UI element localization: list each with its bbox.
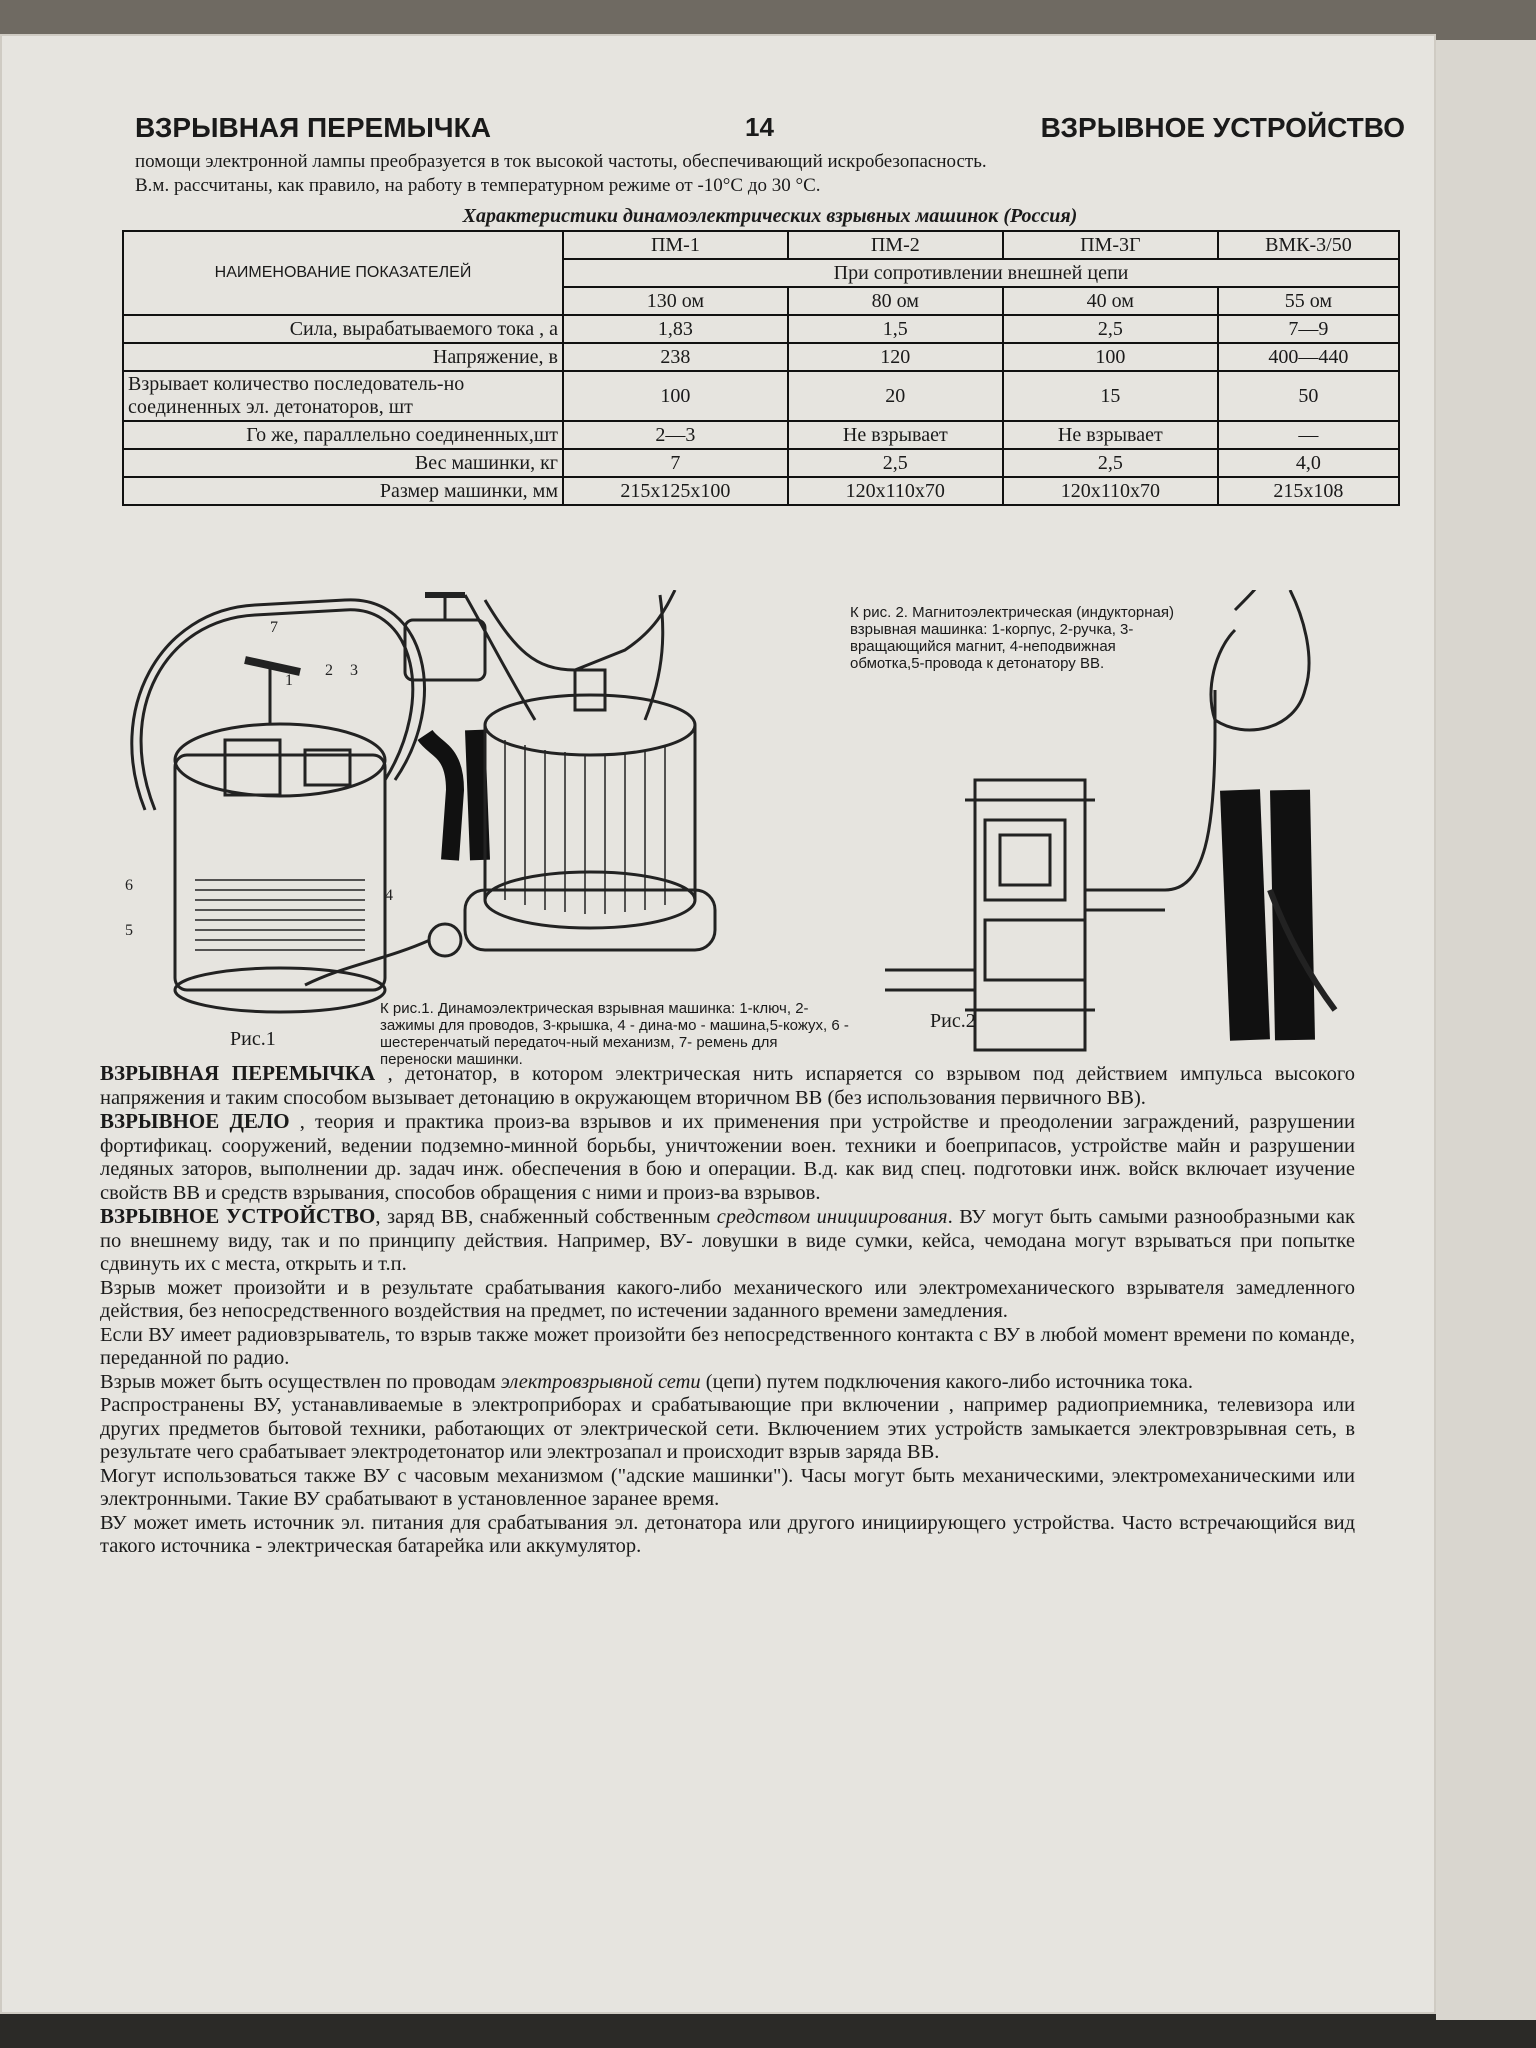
table-cell: 2,5 (1003, 315, 1218, 343)
table-cell: 2—3 (563, 421, 788, 449)
page-number: 14 (745, 112, 774, 142)
next-page-edge (1436, 40, 1536, 2020)
paragraph: Распространены ВУ, устанавливаемые в электроприборах и срабатывающие при включении , например радиоприемника, телевизора или других предметов бытовой техники, работающих от электрической сети. Включением этих устройств замыкается электровзрывная сеть, в результате чего срабатывает электродетонатор или электрозапал и происходит взрыв заряда ВВ. (100, 1394, 1355, 1463)
table-cell: 2,5 (1003, 449, 1218, 477)
table-cell: 215x108 (1218, 477, 1399, 505)
table-row (123, 343, 1399, 371)
table-cell: — (1218, 421, 1399, 449)
fig2-caption: К рис. 2. Магнитоэлектрическая (индукторная) взрывная машинка: 1-корпус, 2-ручка, 3-вращающийся магнит, 4-неподвижная обмотка,5-провода к детонатору ВВ. (850, 604, 1175, 672)
entry-text: . ВУ могут быть самыми разнообразными как по внешнему виду, так и по принципу действия. Например, ВУ- ловушки в виде сумки, кейса, чемодана могут взрываться при попытке сдвинуть их с места, открыть и т.п. (100, 1206, 1355, 1275)
entry-text: , детонатор, в котором электрическая нить испаряется со взрывом под действием импульса высокого напряжения и таким способом вызывает детонацию в окружающем вторичном ВВ (без использования первичного ВВ). (100, 1063, 1355, 1109)
entry-term: ВЗРЫВНОЕ УСТРОЙСТВО (100, 1204, 376, 1228)
table-cell: 15 (1003, 371, 1218, 421)
table-cell: 100 (563, 371, 788, 421)
paragraph: ВУ может иметь источник эл. питания для срабатывания эл. детонатора или другого инициирующего устройства. Часто встречающийся вид такого источника - электрическая батарейка или аккумулятор. (100, 1511, 1355, 1557)
entry-vzryvnaya-peremychka (100, 1062, 1355, 1110)
row-label: Размер машинки, мм (123, 477, 563, 505)
intro-line: В.м. рассчитаны, как правило, на работу в температурном режиме от -10°С до 30 °С. (135, 175, 821, 196)
table-row (123, 449, 1399, 477)
fig-label-5: 5 (125, 922, 133, 939)
table-cell: 1,5 (788, 315, 1003, 343)
table-cell: 120 (788, 343, 1003, 371)
table-cell: 1,83 (563, 315, 788, 343)
entry-vzryvnoe-delo (100, 1110, 1355, 1205)
table-cell: 7 (563, 449, 788, 477)
table-cell: 7—9 (1218, 315, 1399, 343)
model-header: ПМ-2 (788, 231, 1003, 259)
fig-label-3: 3 (350, 662, 358, 679)
row-label: Взрывает количество последователь-но соединенных эл. детонаторов, шт (123, 371, 563, 421)
table-row (123, 477, 1399, 505)
fig-label-2: 2 (325, 662, 333, 679)
table-row (123, 315, 1399, 343)
header-right-term: ВЗРЫВНОЕ УСТРОЙСТВО (1040, 112, 1405, 143)
table-cell: 120x110x70 (788, 477, 1003, 505)
table-row (123, 421, 1399, 449)
table-cell: 20 (788, 371, 1003, 421)
fig-label-7: 7 (270, 619, 278, 636)
resistance-cell: 130 ом (563, 287, 788, 315)
entry-text: , теория и практика произ-ва взрывов и их применения при устройстве и преодолении заграждений, разрушении фортификац. сооружений, ведении подземно-минной борьбы, уничтожении воен. техники и боеприпасов, устройстве майн и разрушении ледяных заторов, выполнении др. задач инж. обеспечения в бою и операции. В.д. как вид спец. подготовки инж. войск включает изучение свойств ВВ и средств взрывания, способов обращения с ними и произ-ва взрывов. (100, 1111, 1355, 1204)
entry-term: ВЗРЫВНАЯ ПЕРЕМЫЧКА (100, 1061, 376, 1085)
paragraph-text: (цепи) путем подключения какого-либо источника тока. (700, 1370, 1193, 1393)
running-header (135, 112, 1405, 152)
paragraph: Могут использоваться также ВУ с часовым механизмом ("адские машинки"). Часы могут быть механическими, электромеханическими или электронными. Такие ВУ срабатывают в установленное заранее время. (100, 1464, 1355, 1510)
entry-vzryvnoe-ustroistvo (100, 1205, 1355, 1277)
table-cell: 120x110x70 (1003, 477, 1218, 505)
table-cell: 238 (563, 343, 788, 371)
row-label: Вес машинки, кг (123, 449, 563, 477)
paragraph: Если ВУ имеет радиовзрыватель, то взрыв также может произойти без непосредственного контакта с ВУ в любой момент времени по команде, переданной по радио. (100, 1323, 1355, 1369)
table-row (123, 371, 1399, 421)
table-cell: 215x125x100 (563, 477, 788, 505)
fig2-label: Рис.2 (930, 1010, 976, 1032)
table-caption: Характеристики динамоэлектрических взрывных машинок (Россия) (462, 205, 1078, 227)
entry-term: ВЗРЫВНОЕ ДЕЛО (100, 1109, 290, 1133)
table-cell: Не взрывает (1003, 421, 1218, 449)
intro-text (135, 150, 1405, 198)
specs-table (122, 230, 1400, 506)
small-machine-drawing (405, 595, 485, 860)
paragraph: Взрыв может произойти и в результате срабатывания какого-либо механического или электромеханического взрывателя замедленного действия, без непосредственного воздействия на предмет, по истечении заданного времени замедления. (100, 1276, 1355, 1322)
model-header: ПМ-1 (563, 231, 788, 259)
fig1-dynamo-machine-drawing (132, 600, 425, 1012)
resistance-header: При сопротивлении внешней цепи (563, 259, 1399, 287)
article-body (100, 1062, 1355, 1559)
row-label: Го же, параллельно соединенных,шт (123, 421, 563, 449)
row-label: Напряжение, в (123, 343, 563, 371)
table-cell: 50 (1218, 371, 1399, 421)
fig-label-1: 1 (285, 672, 293, 689)
table-cell: 400—440 (1218, 343, 1399, 371)
resistance-cell: 55 ом (1218, 287, 1399, 315)
paragraph-italic: электровзрывной сети (500, 1370, 701, 1393)
paragraph-text: Взрыв может быть осуществлен по проводам (100, 1370, 501, 1393)
table-header-row (123, 231, 1399, 259)
model-header: ПМ-3Г (1003, 231, 1218, 259)
cylinder-machine-drawing (305, 590, 715, 985)
table-cell: Не взрывает (788, 421, 1003, 449)
fig-label-6: 6 (125, 877, 133, 894)
model-header: ВМК-3/50 (1218, 231, 1399, 259)
intro-line: помощи электронной лампы преобразуется в ток высокой частоты, обеспечивающий искробезопасность. (135, 151, 987, 172)
resistance-cell: 40 ом (1003, 287, 1218, 315)
fig1-label: Рис.1 (230, 1028, 276, 1050)
operator-figure-drawing (1211, 590, 1335, 1040)
fig1-caption: К рис.1. Динамоэлектрическая взрывная машинка: 1-ключ, 2-зажимы для проводов, 3-крышка, 4 - дина-мо - машина,5-кожух, 6 - шестеренчатый передаточ-ный механизм, 7- ремень для переноски машинки. (380, 1000, 849, 1068)
row-label: Сила, вырабатываемого тока , а (123, 315, 563, 343)
fig-label-4: 4 (385, 887, 393, 904)
entry-text: , заряд ВВ, снабженный собственным (375, 1206, 717, 1228)
table-cell: 100 (1003, 343, 1218, 371)
name-column-header: НАИМЕНОВАНИЕ ПОКАЗАТЕЛЕЙ (123, 231, 563, 315)
paragraph (100, 1371, 1355, 1395)
table-cell: 4,0 (1218, 449, 1399, 477)
table-cell: 2,5 (788, 449, 1003, 477)
resistance-cell: 80 ом (788, 287, 1003, 315)
header-left-term: ВЗРЫВНАЯ ПЕРЕМЫЧКА (135, 112, 491, 143)
entry-italic-term: средством инициирования (716, 1206, 948, 1228)
